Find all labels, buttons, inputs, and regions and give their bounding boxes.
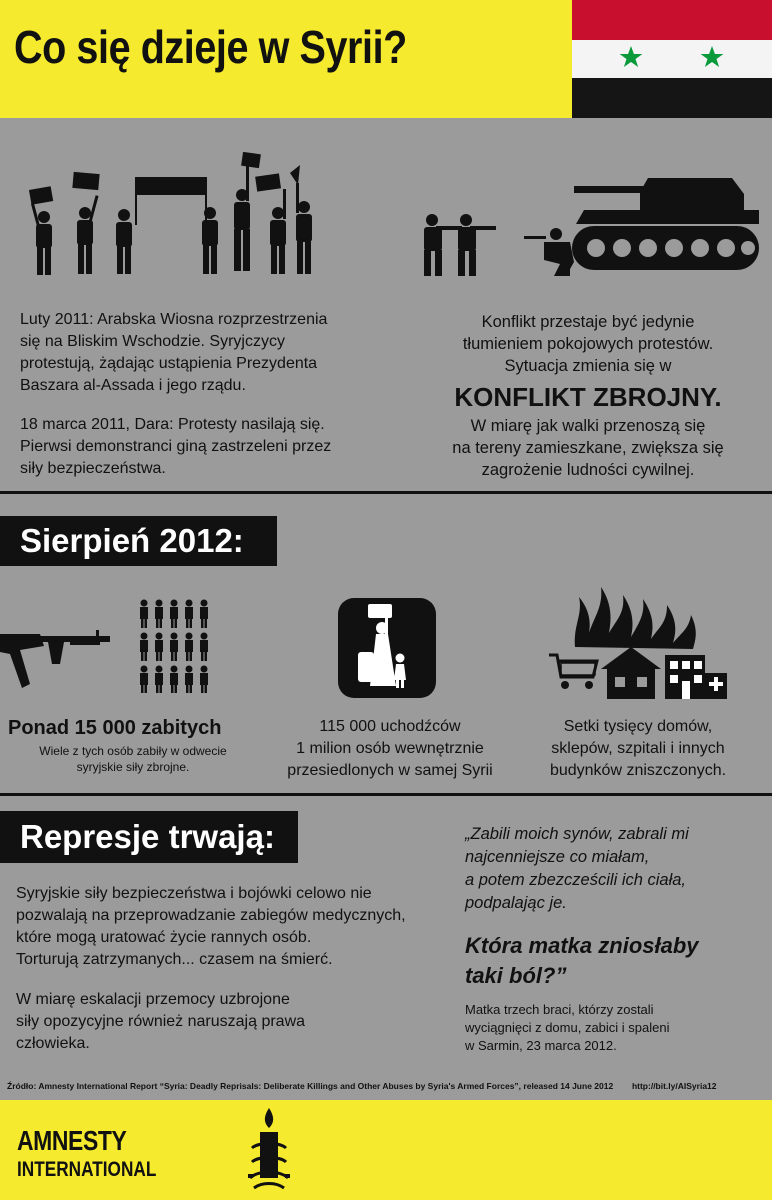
text-line: przesiedlonych w samej Syrii (287, 762, 493, 779)
refugees-text (270, 716, 510, 782)
text-line: na tereny zamieszkane, zwiększa się (452, 439, 724, 457)
killed-subtext (8, 743, 258, 775)
text-line: sklepów, szpitali i innych (551, 740, 725, 757)
section-banner-repression: Represje trwają: (0, 811, 298, 863)
text-line: a potem zbezcześcili ich ciała, (465, 871, 687, 889)
text-line: Pierwsi demonstranci giną zastrzeleni przez (20, 438, 332, 455)
killed-heading: Ponad 15 000 zabitych (8, 717, 222, 739)
divider (0, 491, 772, 494)
text-line: W miarę jak walki przenoszą się (470, 417, 706, 435)
text-line: tłumieniem pokojowych protestów. (462, 335, 714, 353)
text-line: Która matka zniosłaby (465, 933, 699, 958)
refugees-icon (338, 598, 436, 698)
text-line: które mogą uratować życie rannych osób. (16, 929, 312, 946)
destroyed-buildings-icon (545, 585, 730, 703)
buildings-text (528, 716, 748, 782)
syria-flag (572, 0, 772, 118)
text-line: się na Bliskim Wschodzie. Syryjczycy (20, 333, 285, 350)
soldiers-tank-illustration (414, 172, 759, 280)
text-line: zagrożenie ludności cywilnej. (481, 461, 695, 479)
amnesty-logo-line2: INTERNATIONAL (17, 1158, 157, 1181)
amnesty-logo-line1: AMNESTY (17, 1125, 127, 1156)
amnesty-candle-icon (246, 1108, 292, 1196)
text-line: taki ból?” (465, 963, 567, 988)
text-line: syryjskie siły zbrojne. (76, 760, 190, 774)
text-line: Sytuacja zmienia się w (504, 357, 672, 375)
source-text: Źródło: Amnesty International Report “Syria: Deadly Reprisals: Deliberate Killings and Other Abuses by Syria's Armed Forces”, released 14 June 2012 (7, 1081, 614, 1091)
text-line: budynków zniszczonych. (549, 762, 727, 779)
text-line: człowieka. (16, 1035, 90, 1052)
text-line: Wiele z tych osób zabiły w odwecie (39, 744, 227, 758)
source-link[interactable]: http://bit.ly/AISyria12 (631, 1081, 717, 1091)
text-line: siły opozycyjne również naruszają prawa (16, 1013, 306, 1030)
repression-paragraph-2 (16, 989, 446, 1055)
text-line: 115 000 uchodźców (319, 718, 461, 735)
protesters-illustration (20, 145, 320, 280)
text-line: siły bezpieczeństwa. (20, 460, 166, 477)
text-line: pozwalają na przeprowadzanie zabiegów medycznych, (16, 907, 406, 924)
text-line: najcenniejsze co miałam, (465, 848, 650, 866)
text-line: Torturują zatrzymanych... czasem na śmierć. (16, 951, 333, 968)
source-note (7, 1081, 767, 1091)
page-title: Co się dzieje w Syrii? (14, 21, 407, 73)
divider (0, 793, 772, 796)
rifle-icon (0, 624, 112, 690)
text-line: podpalając je. (465, 894, 567, 912)
text-line: w Sarmin, 23 marca 2012. (465, 1038, 617, 1053)
intro-paragraph-2 (20, 414, 390, 480)
intro-paragraph-1 (20, 309, 390, 397)
text-line: wyciągnięci z domu, zabici i spaleni (465, 1020, 670, 1035)
conflict-highlight: KONFLIKT ZBROJNY. (454, 382, 722, 412)
quote-text (465, 823, 765, 915)
text-line: 1 milion osób wewnętrznie (296, 740, 484, 757)
text-line: Konflikt przestaje być jedynie (481, 313, 695, 331)
text-line: „Zabili moich synów, zabrali mi (465, 825, 689, 843)
repression-paragraph-1 (16, 883, 446, 971)
text-line: 18 marca 2011, Dara: Protesty nasilają się. (20, 416, 325, 433)
text-line: W miarę eskalacji przemocy uzbrojone (16, 991, 290, 1008)
quote-attribution (465, 1001, 765, 1055)
text-line: Setki tysięcy domów, (563, 718, 713, 735)
quote-question (465, 931, 765, 991)
text-line: Matka trzech braci, którzy zostali (465, 1002, 654, 1017)
text-line: protestują, żądając ustąpienia Prezydenta (20, 355, 318, 372)
conflict-paragraph (410, 311, 766, 481)
text-line: Syryjskie siły bezpieczeństwa i bojówki celowo nie (16, 885, 372, 902)
section-banner-august-2012: Sierpień 2012: (0, 516, 277, 566)
text-line: Baszara al-Assada i jego rządu. (20, 377, 246, 394)
casualties-people-icon (138, 598, 218, 693)
text-line: Luty 2011: Arabska Wiosna rozprzestrzenia (20, 311, 328, 328)
